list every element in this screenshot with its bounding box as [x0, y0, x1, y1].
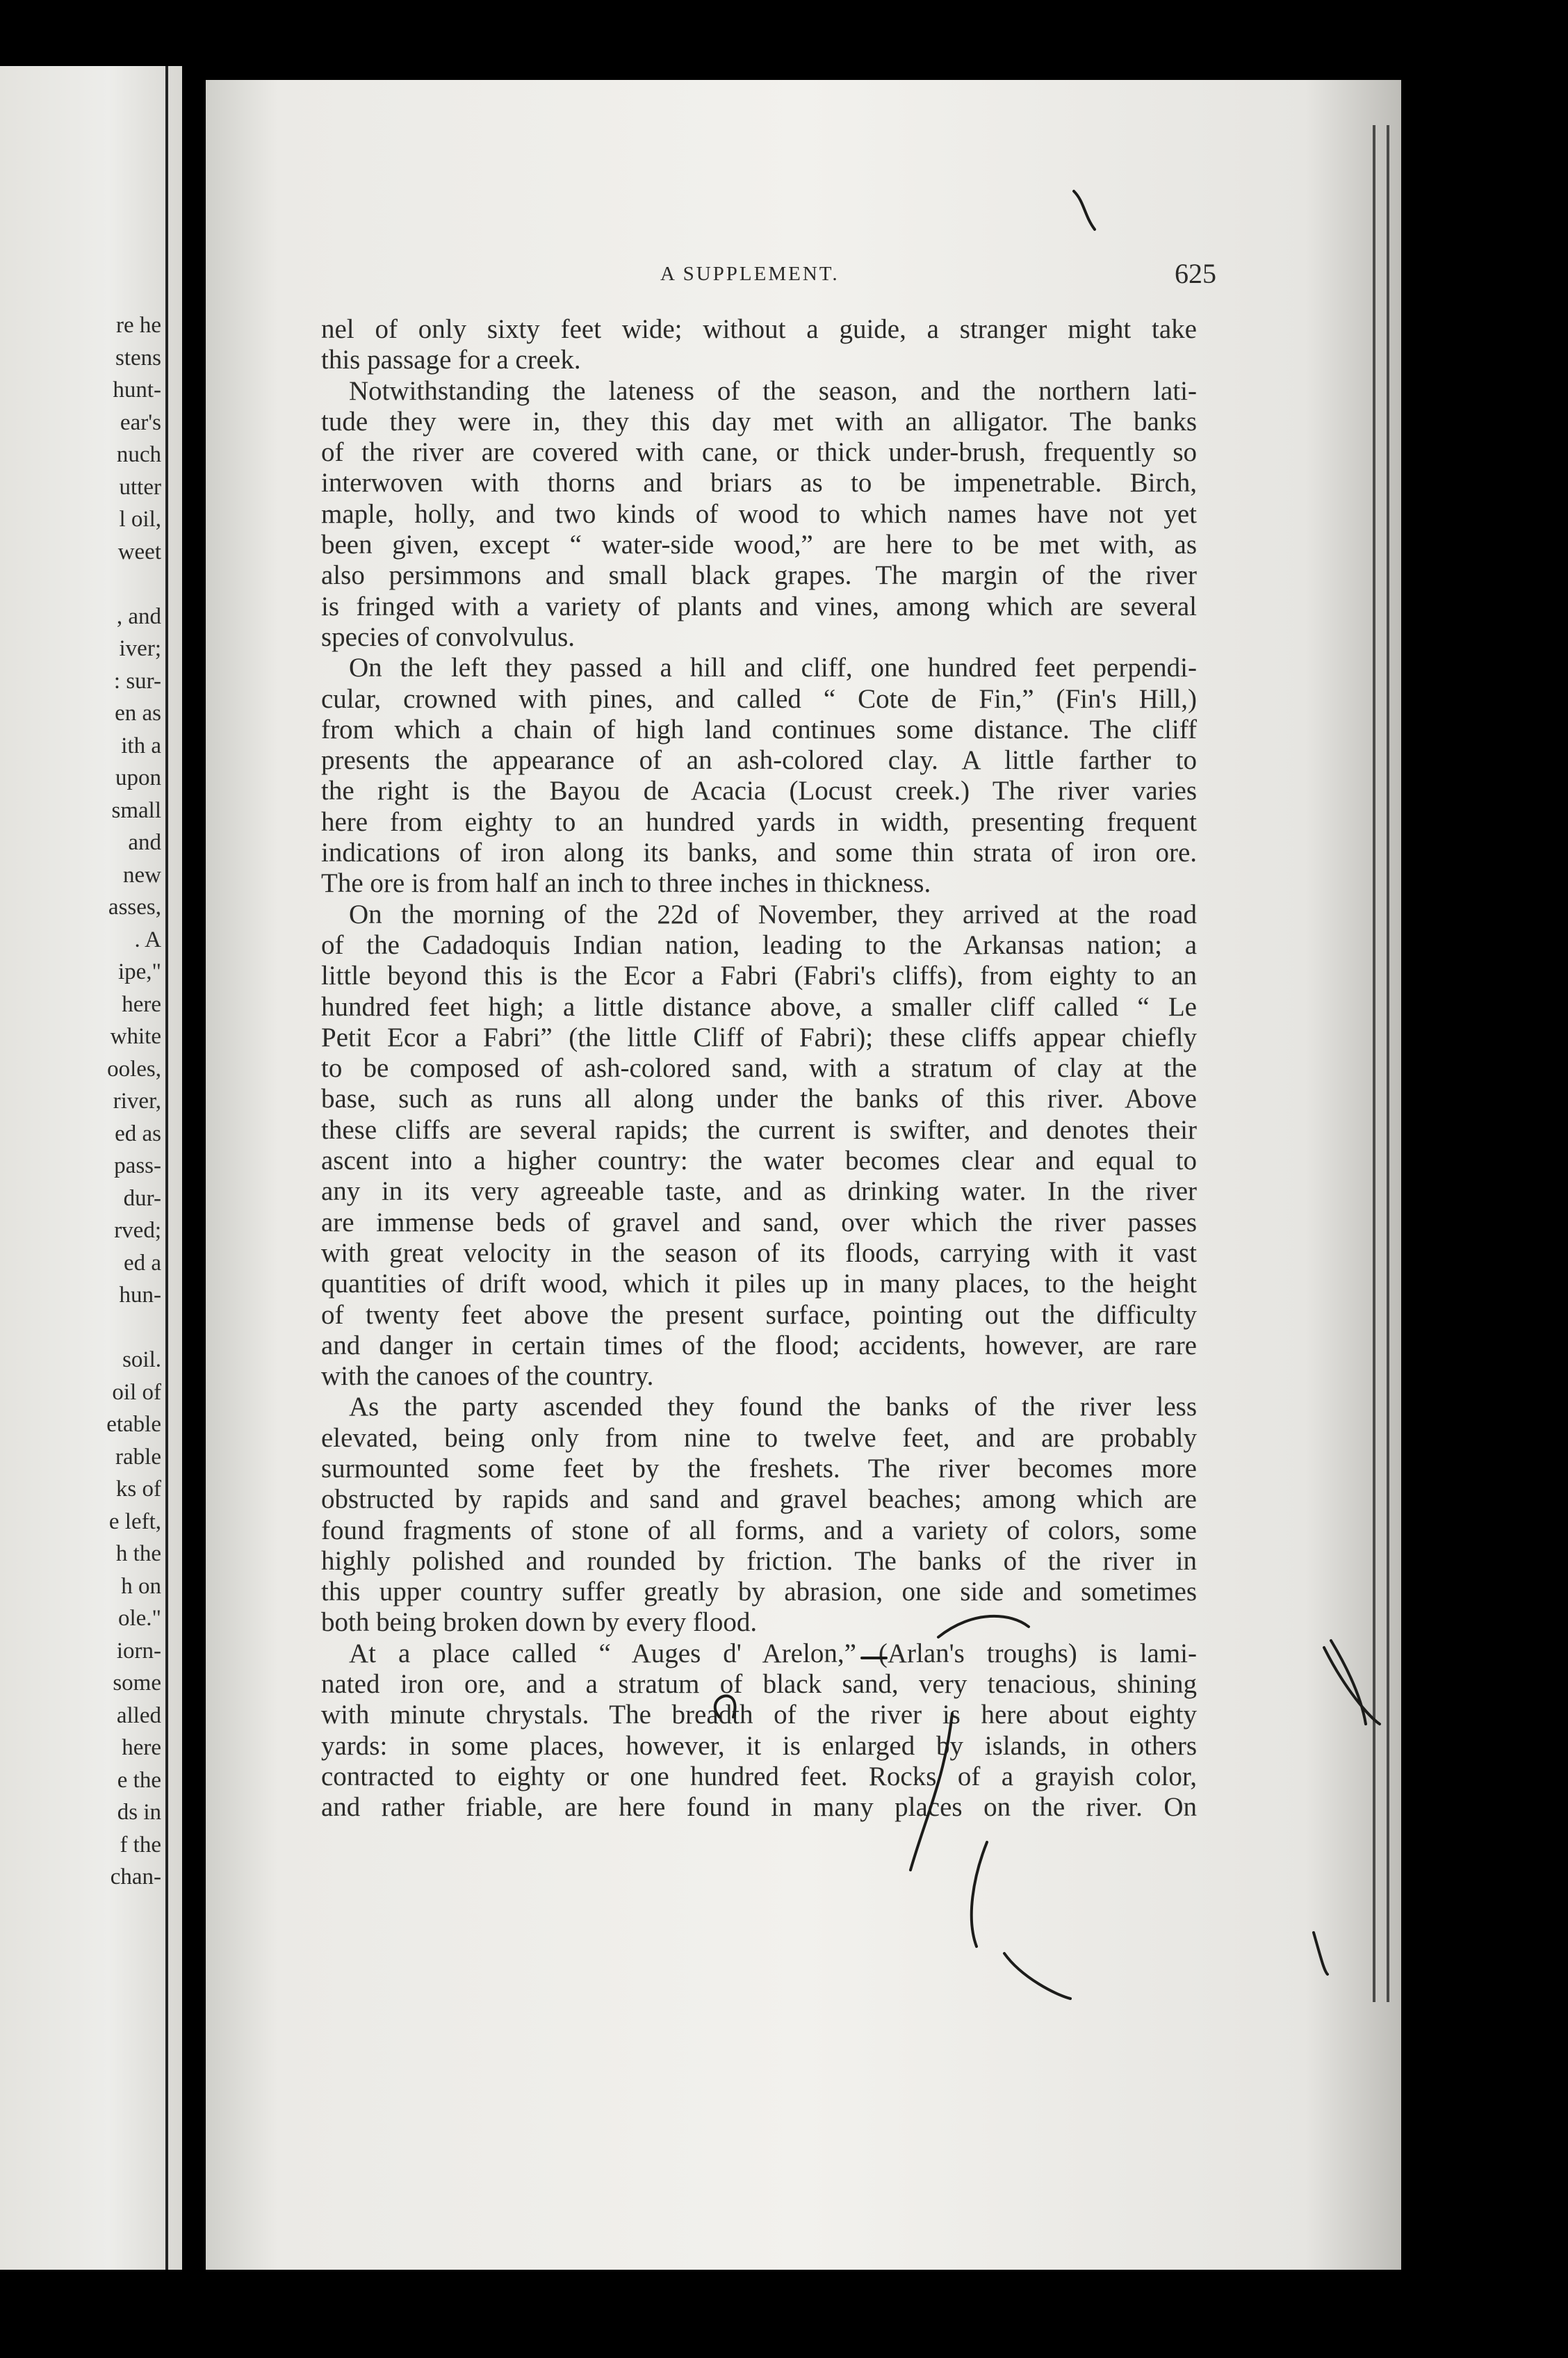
- left-page-line: ed as: [115, 1121, 161, 1146]
- text-line: cular, crowned with pines, and called “ Cote de Fin,” (Fin's Hill,): [321, 683, 1197, 714]
- text-line: species of convolvulus.: [321, 621, 575, 652]
- text-line: On the morning of the 22d of November, they arrived at the road: [349, 899, 1197, 929]
- left-page-line: soil.: [122, 1347, 161, 1372]
- text-line: and rather friable, are here found in many places on the river. On: [321, 1792, 1197, 1823]
- text-line: with minute chrystals. The breadth of the river is here about eighty: [321, 1700, 1197, 1730]
- left-page-line: upon: [115, 765, 161, 790]
- left-page-line: weet: [117, 539, 161, 564]
- left-page-line: ole.": [117, 1606, 161, 1631]
- left-page-line: alled: [116, 1702, 161, 1728]
- left-page-line: l oil,: [119, 507, 161, 532]
- text-line: Petit Ecor a Fabri” (the little Cliff of Fabri); these cliffs appear chiefly: [321, 1022, 1197, 1052]
- text-line: base, such as runs all along under the banks of this river. Above: [321, 1084, 1197, 1114]
- text-line: On the left they passed a hill and cliff, one hundred feet perpendi-: [349, 653, 1197, 683]
- left-page-line: some: [113, 1670, 161, 1696]
- left-page-line: hunt-: [113, 377, 161, 403]
- text-line: highly polished and rounded by friction. The banks of the river in: [321, 1545, 1197, 1576]
- left-page-line: and: [128, 830, 161, 855]
- text-line: to be composed of ash-colored sand, with a stratum of clay at the: [321, 1053, 1197, 1084]
- text-line: The ore is from half an inch to three inches in thickness.: [321, 868, 931, 899]
- text-line: little beyond this is the Ecor a Fabri (Fabri's cliffs), from eighty to an: [321, 961, 1197, 991]
- left-page-line: hun-: [119, 1283, 161, 1308]
- text-line: maple, holly, and two kinds of wood to which names have not yet: [321, 498, 1197, 529]
- left-page-line: stens: [115, 345, 161, 371]
- text-line: from which a chain of high land continues some distance. The cliff: [321, 714, 1197, 745]
- text-line: these cliffs are several rapids; the current is swifter, and denotes their: [321, 1114, 1197, 1145]
- text-line: of twenty feet above the present surface, pointing out the difficulty: [321, 1299, 1197, 1330]
- text-line: here from eighty to an hundred yards in width, presenting frequent: [321, 806, 1197, 837]
- left-page-line: [0, 1312, 161, 1344]
- text-line: ascent into a higher country: the water becomes clear and equal to: [321, 1146, 1197, 1176]
- left-page-line: , and: [116, 603, 161, 629]
- left-page-line: e the: [117, 1767, 161, 1793]
- left-page-line: en as: [115, 701, 161, 726]
- left-page-line: here: [122, 991, 161, 1017]
- text-line: this upper country suffer greatly by abrasion, one side and sometimes: [321, 1577, 1197, 1607]
- text-line: of the river are covered with cane, or thick under-brush, frequently so: [321, 437, 1197, 468]
- text-line: quantities of drift wood, which it piles up in many places, to the height: [321, 1269, 1197, 1299]
- text-line: elevated, being only from nine to twelve feet, and are probably: [321, 1422, 1197, 1453]
- text-line: of the Cadadoquis Indian nation, leading to the Arkansas nation; a: [321, 929, 1197, 960]
- left-page-line: re he: [115, 313, 161, 338]
- left-page-line: ed a: [123, 1250, 161, 1276]
- text-line: is fringed with a variety of plants and vines, among which are several: [321, 591, 1197, 621]
- text-line: indications of iron along its banks, and some thin strata of iron ore.: [321, 838, 1197, 868]
- page-number: 625: [1175, 258, 1216, 289]
- running-title: A SUPPLEMENT.: [660, 263, 840, 285]
- left-page-line: iver;: [119, 636, 161, 661]
- text-line: this passage for a creek.: [321, 345, 581, 375]
- page-header: [660, 257, 1216, 292]
- left-page-line: asses,: [108, 895, 161, 920]
- left-page-line: chan-: [110, 1864, 161, 1889]
- text-line: any in its very agreeable taste, and as drinking water. In the river: [321, 1176, 1197, 1207]
- left-page-line: e left,: [108, 1509, 161, 1534]
- left-page-line: oil of: [112, 1379, 161, 1405]
- left-page-line: ipe,": [117, 959, 161, 984]
- text-line: the right is the Bayou de Acacia (Locust creek.) The river varies: [321, 776, 1197, 806]
- left-page-line: : sur-: [113, 668, 161, 694]
- body-text: [321, 314, 1197, 1823]
- book-gutter: [182, 0, 206, 2358]
- left-page-line: white: [110, 1024, 161, 1049]
- text-line: interwoven with thorns and briars as to be impenetrable. Birch,: [321, 468, 1197, 498]
- text-line: and danger in certain times of the flood; accidents, however, are rare: [321, 1330, 1197, 1360]
- left-page-line: river,: [113, 1089, 161, 1114]
- text-line: also persimmons and small black grapes. The margin of the river: [321, 560, 1197, 591]
- text-line: with great velocity in the season of its floods, carrying with it vast: [321, 1237, 1197, 1268]
- text-line: As the party ascended they found the banks of the river less: [349, 1392, 1197, 1422]
- left-page-line: etable: [106, 1412, 161, 1437]
- text-line: hundred feet high; a little distance above, a smaller cliff called “ Le: [321, 991, 1197, 1022]
- text-line: are immense beds of gravel and sand, over which the river passes: [321, 1207, 1197, 1237]
- left-page-line: f the: [120, 1832, 161, 1857]
- text-line: contracted to eighty or one hundred feet. Rocks of a grayish color,: [321, 1761, 1197, 1791]
- text-line: found fragments of stone of all forms, and a variety of colors, some: [321, 1515, 1197, 1545]
- left-page-line: ooles,: [107, 1056, 161, 1082]
- left-page-line: here: [122, 1735, 161, 1760]
- left-page-line: ear's: [120, 409, 161, 435]
- text-line: presents the appearance of an ash-colored clay. A little farther to: [321, 745, 1197, 776]
- left-page-line: h the: [115, 1541, 161, 1566]
- text-line: Notwithstanding the lateness of the season, and the northern lati-: [349, 375, 1197, 406]
- left-page-line: ith a: [121, 733, 161, 758]
- page-edge-line-1: [1373, 125, 1375, 2002]
- left-page-line: utter: [119, 474, 161, 500]
- left-page-text-fragments: [0, 309, 161, 1894]
- left-page-edge-line: [165, 66, 168, 2270]
- text-line: yards: in some places, however, it is enlarged by islands, in others: [321, 1730, 1197, 1761]
- left-page-line: rable: [115, 1444, 161, 1470]
- left-page-line: small: [111, 797, 161, 823]
- text-line: At a place called “ Auges d' Arelon,” (Arlan's troughs) is lami-: [349, 1638, 1197, 1668]
- text-line: nated iron ore, and a stratum of black sand, very tenacious, shining: [321, 1669, 1197, 1700]
- text-line: nel of only sixty feet wide; without a guide, a stranger might take: [321, 314, 1197, 344]
- left-page-line: dur-: [123, 1185, 161, 1211]
- left-facing-page: [0, 66, 182, 2270]
- text-line: obstructed by rapids and sand and gravel beaches; among which are: [321, 1484, 1197, 1515]
- left-page-line: h on: [121, 1573, 161, 1599]
- text-line: tude they were in, they this day met with an alligator. The banks: [321, 406, 1197, 437]
- left-page-line: ds in: [117, 1800, 161, 1825]
- left-page-line: . A: [134, 927, 161, 952]
- text-line: surmounted some feet by the freshets. The river becomes more: [321, 1453, 1197, 1483]
- left-page-line: pass-: [114, 1153, 161, 1178]
- left-page-line: iorn-: [116, 1638, 161, 1664]
- left-page-line: rved;: [114, 1218, 161, 1243]
- text-line: been given, except “ water-side wood,” are here to be met with, as: [321, 530, 1197, 560]
- page-edge-line-2: [1387, 125, 1389, 2002]
- text-line: both being broken down by every flood.: [321, 1607, 758, 1638]
- left-page-line: ks of: [115, 1477, 161, 1502]
- left-page-line: new: [123, 862, 161, 888]
- left-page-line: [0, 568, 161, 601]
- left-page-line: nuch: [116, 442, 161, 467]
- text-line: with the canoes of the country.: [321, 1361, 654, 1392]
